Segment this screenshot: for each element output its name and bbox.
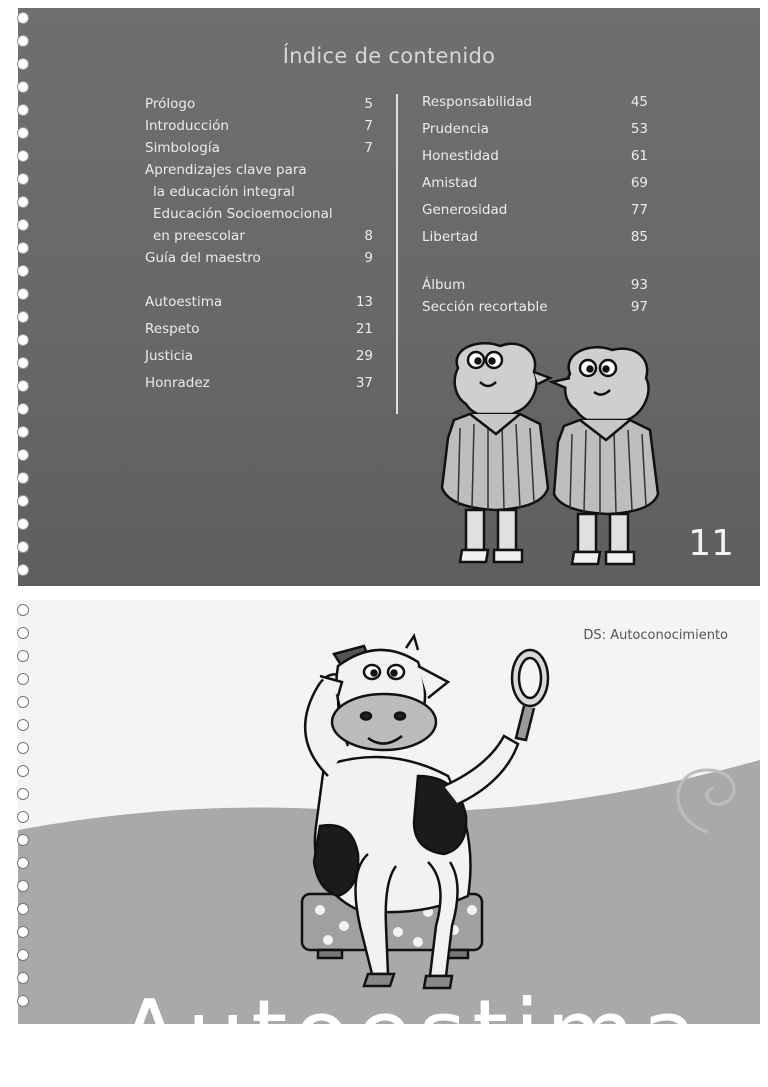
ds-label: DS: Autoconocimiento: [583, 628, 728, 643]
binding-hole: [18, 858, 29, 869]
toc-item-label: Prólogo: [145, 96, 196, 112]
binding-hole: [18, 542, 29, 553]
toc-item-label: Responsabilidad: [422, 94, 533, 110]
binding-hole: [18, 519, 29, 530]
chapter-title: Autoestima: [118, 980, 704, 1087]
binding-hole: [18, 496, 29, 507]
toc-item-label: Sección recortable: [422, 299, 548, 315]
binding-hole: [18, 427, 29, 438]
page-number: 11: [688, 523, 734, 564]
binding-hole: [18, 82, 29, 93]
binding-hole: [18, 450, 29, 461]
toc-item-page: 93: [630, 277, 648, 293]
binding-hole: [18, 220, 29, 231]
toc-item-page: 37: [355, 375, 373, 391]
binding-hole: [18, 151, 29, 162]
toc-item-label: Prudencia: [422, 121, 489, 137]
toc-item-page: 7: [364, 140, 373, 156]
sheep-illustration: [430, 338, 690, 570]
toc-item-label: Educación Socioemocional: [153, 206, 333, 222]
binding-hole: [18, 358, 29, 369]
binding-hole: [18, 266, 29, 277]
toc-item-page: 29: [355, 348, 373, 364]
toc-item-label: Autoestima: [145, 294, 223, 310]
binding-hole: [18, 950, 29, 961]
binding-hole: [18, 881, 29, 892]
binding-hole: [18, 335, 29, 346]
binding-hole: [18, 674, 29, 685]
binding-hole: [18, 174, 29, 185]
toc-item-page: 69: [630, 175, 648, 191]
toc-left-column: [145, 96, 375, 406]
toc-item-page: 61: [630, 148, 648, 164]
toc-item-label: en preescolar: [153, 228, 245, 244]
binding-hole: [18, 904, 29, 915]
binding-hole: [18, 697, 29, 708]
binding-hole: [18, 289, 29, 300]
toc-item-page: 5: [364, 96, 373, 112]
binding-hole: [18, 743, 29, 754]
toc-item-label: Generosidad: [422, 202, 508, 218]
binding-hole: [18, 105, 29, 116]
binding-hole: [18, 651, 29, 662]
binding-hole: [18, 720, 29, 731]
toc-item-label: Álbum: [422, 277, 466, 293]
binding-hole: [18, 565, 29, 576]
binding-hole: [18, 812, 29, 823]
toc-item-label: Honradez: [145, 375, 210, 391]
toc-item-page: 13: [355, 294, 373, 310]
toc-item-label: la educación integral: [153, 184, 295, 200]
page-title: Índice de contenido: [282, 44, 496, 68]
toc-item-label: Aprendizajes clave para: [145, 162, 307, 178]
binding-hole: [18, 973, 29, 984]
binding-hole: [18, 473, 29, 484]
binding-hole: [18, 927, 29, 938]
binding-hole: [18, 381, 29, 392]
toc-item-label: Amistad: [422, 175, 478, 191]
toc-item-page: 53: [630, 121, 648, 137]
toc-item-page: 77: [630, 202, 648, 218]
index-page: [18, 8, 760, 586]
binding-hole: [18, 197, 29, 208]
toc-item-page: 85: [630, 229, 648, 245]
toc-item-label: Guía del maestro: [145, 250, 261, 266]
toc-item-page: 45: [630, 94, 648, 110]
chapter-cover-page: [18, 600, 760, 1087]
toc-item-label: Respeto: [145, 321, 200, 337]
toc-item-label: Honestidad: [422, 148, 499, 164]
binding-hole: [18, 628, 29, 639]
binding-hole: [18, 243, 29, 254]
toc-item-label: Justicia: [145, 348, 194, 364]
binding-hole: [18, 404, 29, 415]
toc-right-column: [422, 94, 652, 324]
binding-hole: [18, 13, 29, 24]
spiral-binding: [12, 600, 34, 1024]
toc-item-label: Libertad: [422, 229, 478, 245]
binding-hole: [18, 835, 29, 846]
binding-hole: [18, 128, 29, 139]
cow-illustration: [268, 626, 558, 996]
column-divider: [396, 94, 398, 414]
binding-hole: [18, 312, 29, 323]
binding-hole: [18, 605, 29, 616]
toc-item-page: 9: [364, 250, 373, 266]
toc-item-page: 8: [364, 228, 373, 244]
binding-hole: [18, 766, 29, 777]
binding-hole: [18, 996, 29, 1007]
binding-hole: [18, 789, 29, 800]
toc-item-page: 21: [355, 321, 373, 337]
toc-item-label: Introducción: [145, 118, 229, 134]
toc-item-page: 97: [630, 299, 648, 315]
toc-item-label: Simbología: [145, 140, 220, 156]
spiral-binding: [12, 8, 34, 586]
toc-item-page: 7: [364, 118, 373, 134]
